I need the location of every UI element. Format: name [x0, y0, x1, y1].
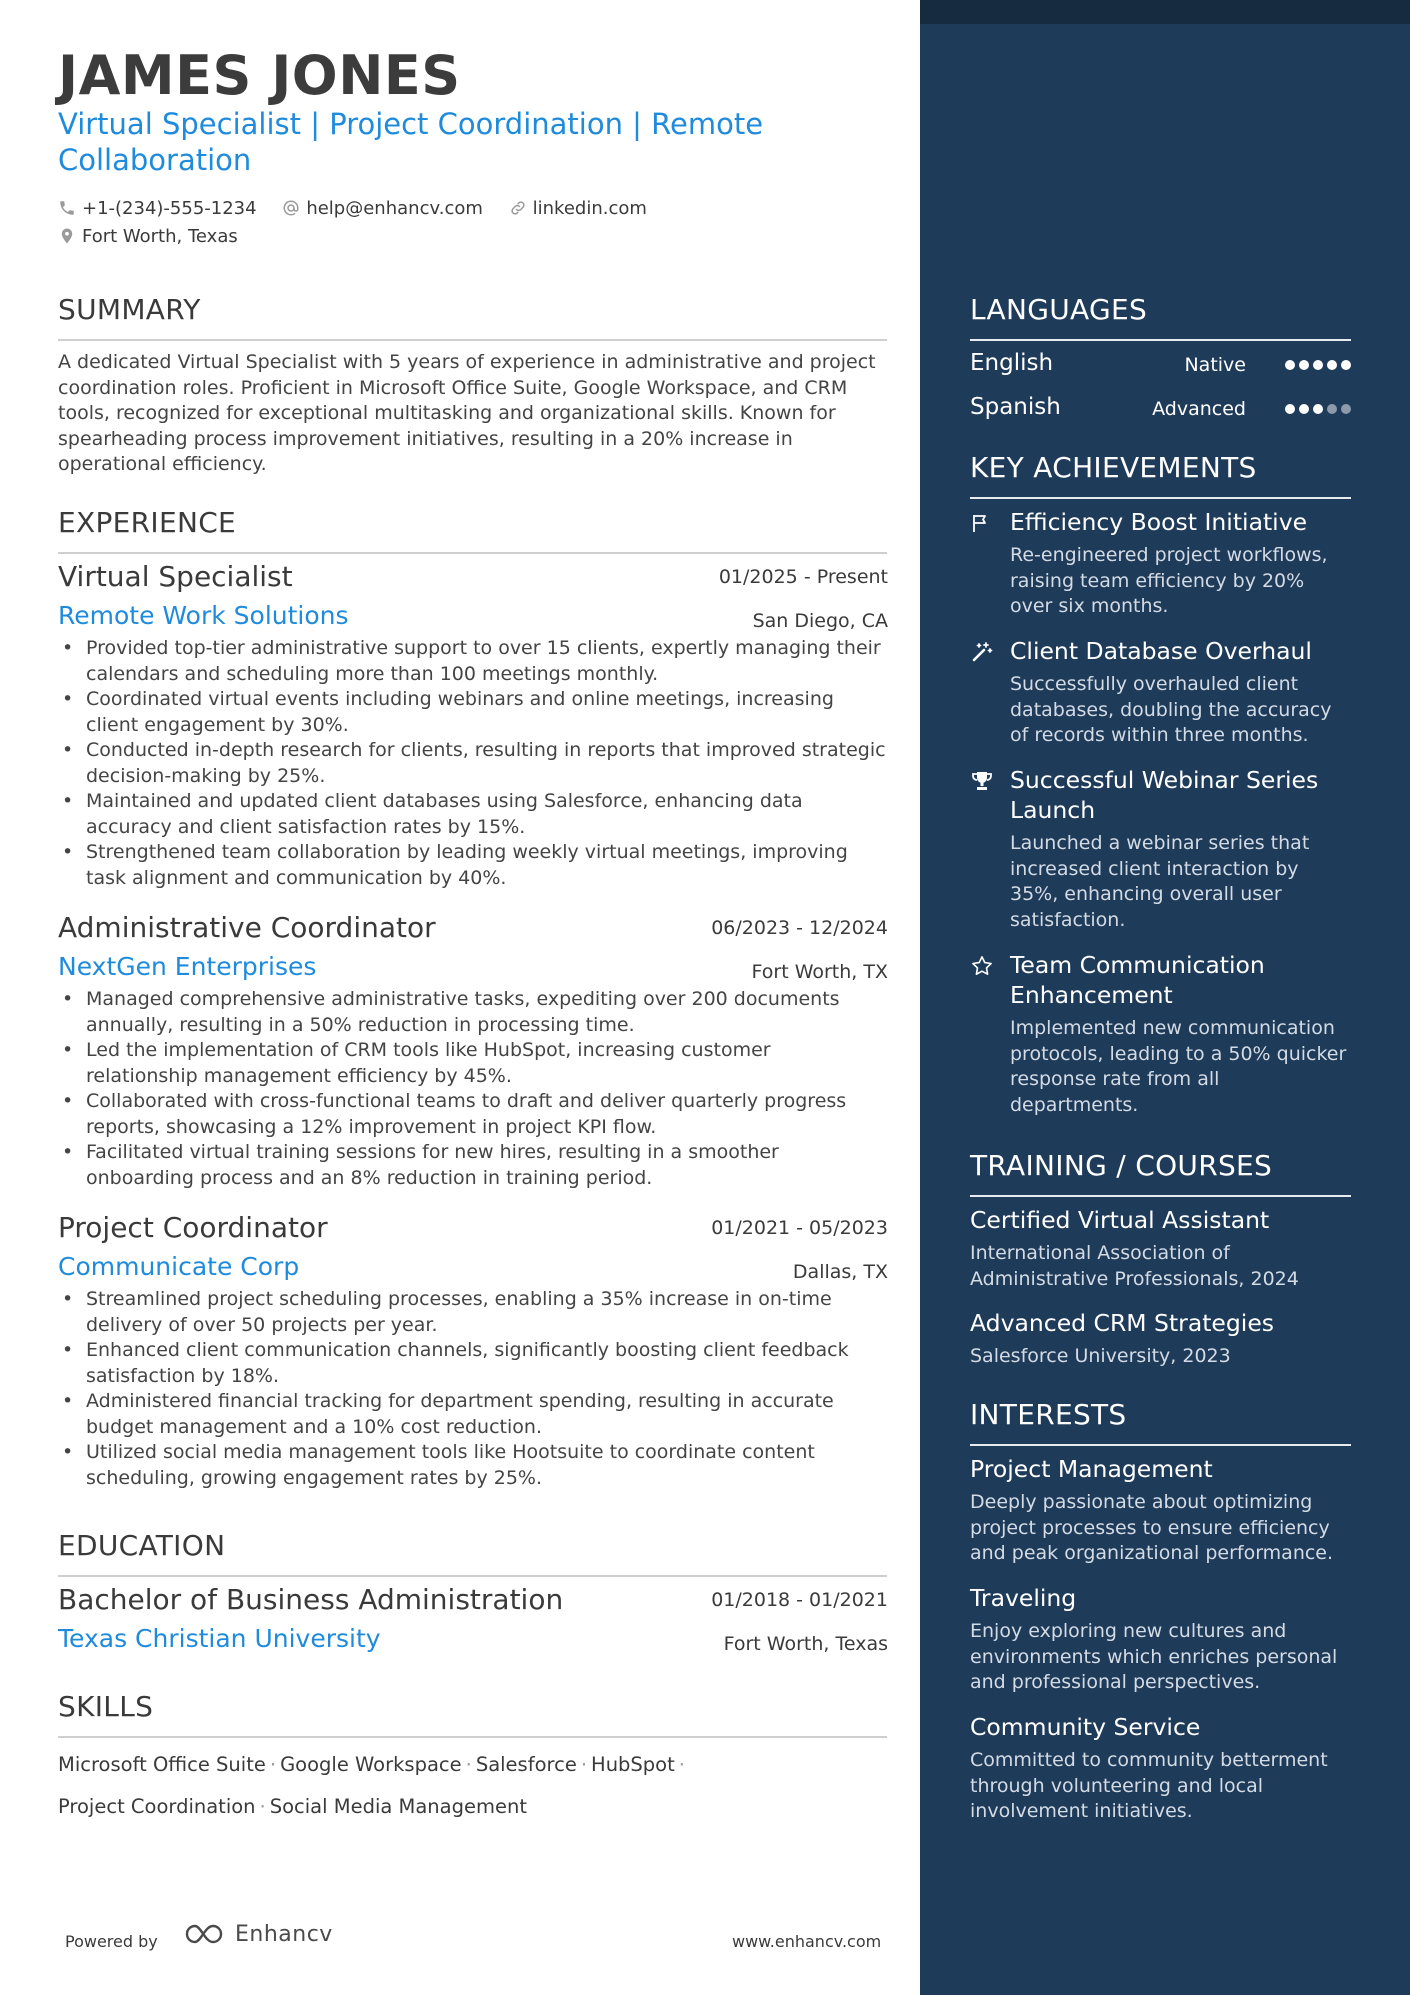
- skill-item: HubSpot: [591, 1753, 675, 1776]
- bullet-item: • Maintained and updated client databases using Salesforce, enhancing data accuracy and client satisfaction rates by 15%.: [58, 789, 888, 840]
- linkedin-text: linkedin.com: [532, 197, 647, 219]
- rating-dot-filled: [1313, 404, 1323, 414]
- experience-entry: [58, 1211, 888, 1491]
- job-bullets: [58, 636, 888, 891]
- interest-title: Project Management: [970, 1455, 1213, 1483]
- skill-item: Social Media Management: [269, 1795, 527, 1818]
- school-name: Texas Christian University: [58, 1624, 381, 1653]
- bullet-item: • Managed comprehensive administrative tasks, expediting over 200 documents annually, resulting in a 50% reduction in processing time.: [58, 987, 888, 1038]
- training-desc: Salesforce University, 2023: [970, 1345, 1231, 1367]
- education-entry: [58, 1583, 888, 1653]
- location-contact: [58, 222, 238, 250]
- rating-dot-filled: [1285, 404, 1295, 414]
- skill-separator: ·: [465, 1753, 472, 1776]
- interest-item: [970, 1454, 1351, 1567]
- headline: Virtual Specialist | Project Coordination | Remote Collaboration: [58, 107, 764, 177]
- summary-divider: [58, 339, 887, 341]
- bullet-item: • Led the implementation of CRM tools like HubSpot, increasing customer relationship management efficiency by 45%.: [58, 1038, 888, 1089]
- degree-title: Bachelor of Business Administration: [58, 1583, 564, 1616]
- bullet-item: • Enhanced client communication channels, significantly boosting client feedback satisfaction by 18%.: [58, 1338, 888, 1389]
- rating-dot-filled: [1285, 360, 1295, 370]
- education-location: Fort Worth, Texas: [723, 1633, 888, 1655]
- bullet-item: • Strengthened team collaboration by leading weekly virtual meetings, improving task alignment and communication by 40%.: [58, 840, 888, 891]
- interests-heading: INTERESTS: [970, 1398, 1127, 1431]
- at-sign-icon: [282, 199, 300, 217]
- achievement-desc: Re-engineered project workflows, raising team efficiency by 20% over six months.: [1010, 544, 1328, 618]
- bullet-item: • Administered financial tracking for department spending, resulting in accurate budget management and a 10% cost reduction.: [58, 1389, 888, 1440]
- footer-url[interactable]: www.enhancv.com: [732, 1932, 882, 1951]
- job-location: San Diego, CA: [752, 610, 888, 632]
- achievement-item: [970, 636, 1351, 749]
- achievement-title: Successful Webinar Series Launch: [1010, 766, 1319, 824]
- skills-heading: SKILLS: [58, 1690, 154, 1723]
- language-level: Native: [1184, 354, 1246, 376]
- job-title: Virtual Specialist: [58, 560, 293, 593]
- achievements-heading: KEY ACHIEVEMENTS: [970, 451, 1257, 484]
- bullet-item: • Conducted in-depth research for clients, resulting in reports that improved strategic decision-making by 25%.: [58, 738, 888, 789]
- language-level: Advanced: [1152, 398, 1246, 420]
- link-icon: [509, 199, 527, 217]
- job-dates: 01/2021 - 05/2023: [711, 1217, 888, 1239]
- email-contact[interactable]: [282, 194, 483, 222]
- interest-item: [970, 1712, 1351, 1825]
- skill-separator: ·: [269, 1753, 277, 1776]
- location-text: Fort Worth, Texas: [82, 225, 238, 247]
- education-dates: 01/2018 - 01/2021: [711, 1589, 888, 1611]
- job-bullets: [58, 987, 888, 1191]
- bullet-item: • Collaborated with cross-functional teams to draft and deliver quarterly progress reports, showcasing a 12% improvement in project KPI flow.: [58, 1089, 888, 1140]
- phone-text: +1-(234)-555-1234: [82, 197, 257, 219]
- bullet-item: • Facilitated virtual training sessions for new hires, resulting in a smoother onboarding process and an 8% reduction in training period.: [58, 1140, 888, 1191]
- rating-dot-filled: [1299, 404, 1309, 414]
- training-item: [970, 1205, 1351, 1292]
- company-name: NextGen Enterprises: [58, 952, 317, 981]
- education-heading: EDUCATION: [58, 1529, 226, 1562]
- interest-desc: Enjoy exploring new cultures and environments which enriches personal and professional perspectives.: [970, 1620, 1338, 1694]
- bullet-item: • Provided top-tier administrative support to over 15 clients, expertly managing their calendars and scheduling more than 100 meetings monthly.: [58, 636, 888, 687]
- achievement-item: [970, 765, 1351, 933]
- interest-title: Community Service: [970, 1713, 1201, 1741]
- interest-title: Traveling: [970, 1584, 1077, 1612]
- contact-info: [58, 194, 878, 250]
- enhancv-logo[interactable]: [183, 1920, 333, 1948]
- interest-desc: Committed to community betterment through volunteering and local involvement initiatives.: [970, 1749, 1328, 1823]
- rating-dot-filled: [1313, 360, 1323, 370]
- rating-dot-filled: [1341, 360, 1351, 370]
- rating-dot-filled: [1327, 360, 1337, 370]
- flag-icon: [970, 511, 994, 535]
- interest-item: [970, 1583, 1351, 1696]
- location-pin-icon: [58, 227, 76, 245]
- brand-name: Enhancv: [235, 1921, 333, 1947]
- candidate-name: JAMES JONES: [58, 44, 461, 107]
- language-rating: [1281, 360, 1351, 370]
- achievement-item: [970, 507, 1351, 620]
- summary-heading: SUMMARY: [58, 293, 201, 326]
- interest-desc: Deeply passionate about optimizing project processes to ensure efficiency and peak organizational performance.: [970, 1491, 1334, 1565]
- achievement-title: Team Communication Enhancement: [1010, 951, 1265, 1009]
- achievement-title: Efficiency Boost Initiative: [1010, 508, 1308, 536]
- job-location: Dallas, TX: [792, 1261, 888, 1283]
- language-rating: [1281, 404, 1351, 414]
- bullet-item: • Utilized social media management tools like Hootsuite to coordinate content scheduling, growing engagement rates by 25%.: [58, 1440, 888, 1491]
- linkedin-contact[interactable]: [509, 194, 647, 222]
- job-dates: 06/2023 - 12/2024: [711, 917, 888, 939]
- training-title: Certified Virtual Assistant: [970, 1206, 1270, 1234]
- achievements-divider: [970, 497, 1351, 499]
- language-name: Spanish: [970, 394, 1061, 420]
- rating-dot-empty: [1341, 404, 1351, 414]
- company-name: Communicate Corp: [58, 1252, 300, 1281]
- sidebar-top-band: [920, 0, 1410, 24]
- skills-divider: [58, 1736, 887, 1738]
- achievement-title: Client Database Overhaul: [1010, 637, 1312, 665]
- language-item: [970, 350, 1351, 380]
- powered-by-label: Powered by: [65, 1932, 158, 1951]
- job-dates: 01/2025 - Present: [718, 566, 888, 588]
- summary-text: A dedicated Virtual Specialist with 5 years of experience in administrative and project coordination roles. Proficient in Microsoft Office Suite, Google Workspace, and CRM tools, recognized for exceptional multitasking and organizational skills. Known for spearheading process improvement initiatives, resulting in a 20% increase in operational efficiency.: [58, 351, 876, 476]
- job-location: Fort Worth, TX: [751, 961, 888, 983]
- email-text: help@enhancv.com: [306, 197, 483, 219]
- phone-contact[interactable]: [58, 194, 257, 222]
- language-name: English: [970, 350, 1054, 376]
- languages-divider: [970, 339, 1351, 341]
- experience-heading: EXPERIENCE: [58, 506, 237, 539]
- bullet-item: • Streamlined project scheduling processes, enabling a 35% increase in on-time delivery of over 50 projects per year.: [58, 1287, 888, 1338]
- achievement-desc: Implemented new communication protocols, leading to a 50% quicker response rate from all departments.: [1010, 1017, 1347, 1116]
- skill-item: Salesforce: [475, 1753, 577, 1776]
- experience-divider: [58, 552, 887, 554]
- languages-heading: LANGUAGES: [970, 293, 1148, 326]
- trophy-icon: [970, 769, 994, 793]
- bullet-item: • Coordinated virtual events including webinars and online meetings, increasing client engagement by 30%.: [58, 687, 888, 738]
- skill-separator: ·: [678, 1753, 685, 1776]
- job-bullets: [58, 1287, 888, 1491]
- sidebar: [920, 0, 1410, 1995]
- star-icon: [970, 954, 994, 978]
- skill-item: Project Coordination: [58, 1795, 256, 1818]
- skill-separator: ·: [259, 1795, 266, 1818]
- magic-wand-icon: [970, 640, 994, 664]
- training-item: [970, 1308, 1351, 1370]
- skill-separator: ·: [580, 1753, 588, 1776]
- education-divider: [58, 1575, 887, 1577]
- achievement-item: [970, 950, 1351, 1118]
- training-desc: International Association of Administrative Professionals, 2024: [970, 1242, 1299, 1290]
- skills-list: [58, 1744, 888, 1828]
- phone-icon: [58, 199, 76, 217]
- job-title: Project Coordinator: [58, 1211, 328, 1244]
- achievement-desc: Launched a webinar series that increased client interaction by 35%, enhancing overall user satisfaction.: [1010, 832, 1310, 931]
- interests-divider: [970, 1444, 1351, 1446]
- training-divider: [970, 1195, 1351, 1197]
- rating-dot-empty: [1327, 404, 1337, 414]
- skill-item: Google Workspace: [280, 1753, 462, 1776]
- infinity-logo-icon: [183, 1920, 231, 1948]
- skill-item: Microsoft Office Suite: [58, 1753, 266, 1776]
- experience-entry: [58, 911, 888, 1191]
- language-item: [970, 394, 1351, 424]
- achievement-desc: Successfully overhauled client databases, doubling the accuracy of records within three months.: [1010, 673, 1332, 747]
- experience-entry: [58, 560, 888, 891]
- rating-dot-filled: [1299, 360, 1309, 370]
- training-heading: TRAINING / COURSES: [970, 1149, 1273, 1182]
- training-title: Advanced CRM Strategies: [970, 1309, 1275, 1337]
- company-name: Remote Work Solutions: [58, 601, 349, 630]
- job-title: Administrative Coordinator: [58, 911, 436, 944]
